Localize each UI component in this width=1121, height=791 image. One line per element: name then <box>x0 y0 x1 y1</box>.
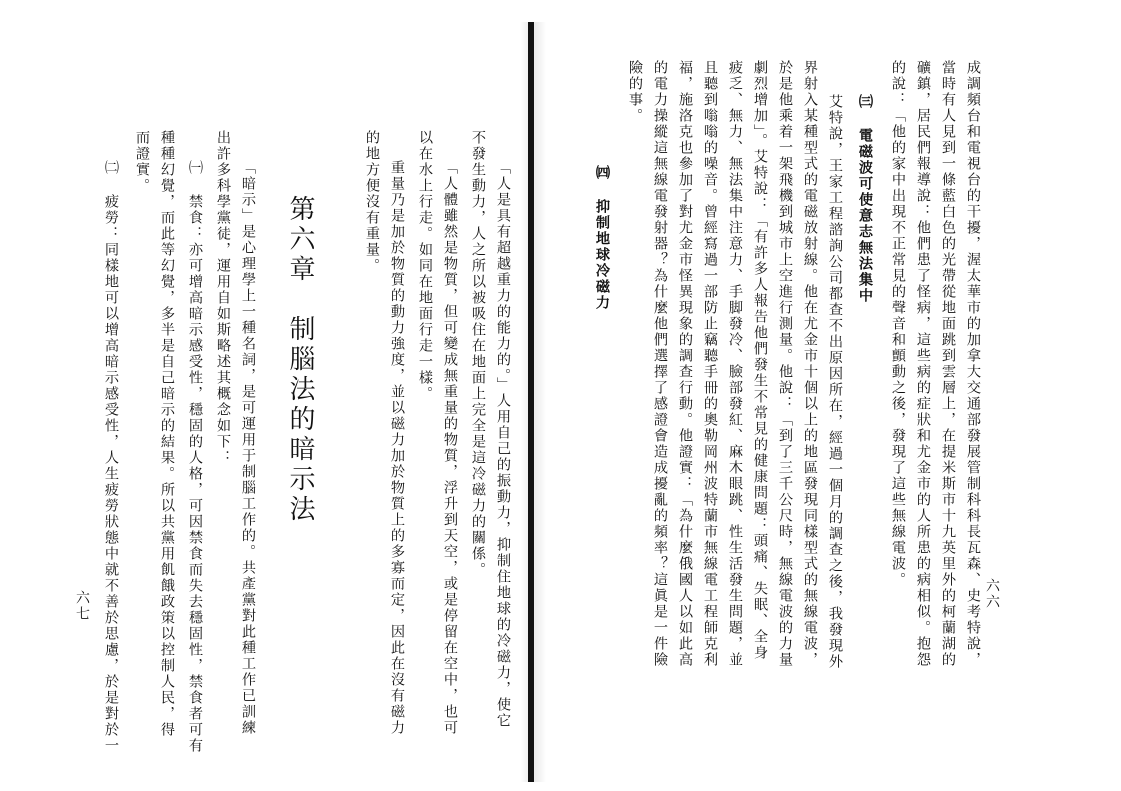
left-col-7: 「暗示」是心理學上一種名詞，是可運用于制腦工作的。共產黨對此種工作已訓練 <box>240 160 256 736</box>
right-col-9: 劇烈增加」。艾特說：「有許多人報告他們發生不常見的健康問題：頭痛、失眠、全身 <box>752 60 768 661</box>
left-col-2: 不發生動力，人之所以被吸住在地面上完全是這冷磁力的關係。 <box>470 130 486 578</box>
right-col-11: 且聽到嗡嗡的噪音。曾經寫過一部防止竊聽手冊的奧勒岡州波特蘭市無線電工程師克利 <box>702 60 718 668</box>
left-col-11: 而證實。 <box>134 130 150 194</box>
left-col-12: ㈡ 疲勞：同樣地可以增高暗示感受性，人生疲勞狀態中就不善於思慮，於是對於一 <box>103 160 119 754</box>
chapter-title: 第六章 制腦法的暗示法 <box>285 195 315 525</box>
right-section-heading-3: ㈢ 電磁波可使意志無法集中 <box>857 94 873 304</box>
page-number-left: 六七 <box>74 590 90 622</box>
right-col-3: 礦鎮，居民們報導說：他們患了怪病，這些病的症狀和尤金市的人所患的病相似。抱怨 <box>915 60 931 668</box>
left-col-8: 出許多科學黨徒，運用自如斯略述其概念如下： <box>215 130 231 466</box>
right-col-14: 險的事。 <box>627 60 643 124</box>
left-page <box>0 0 528 791</box>
right-col-12: 福，施洛克也參加了對尤金市怪異現象的調查行動。他證實：「為什麼俄國人以如此高 <box>677 60 693 668</box>
right-col-8: 於是他乘着一架飛機到城市上空進行測量。他說：「到了三千公尺時，無線電波的力量 <box>777 60 793 668</box>
right-page <box>534 0 1121 791</box>
left-col-6: 的地方便沒有重量。 <box>364 130 380 274</box>
right-col-7: 界射入某種型式的電磁放射線。他在尤金市十個以上的地區發現同樣型式的無線電波， <box>802 60 818 668</box>
right-col-4: 的說：「他的家中出現不正常見的聲音和顫動之後，發現了這些無線電波。 <box>890 60 906 588</box>
page-number-right: 六六 <box>984 578 1000 610</box>
left-col-3: 「人體雖然是物質，但可變成無重量的物質，浮升到天空，或是停留在空中，也可 <box>442 160 458 736</box>
left-col-10: 種種幻覺，而此等幻覺，多半是自己暗示的結果。所以共黨用飢餓政策以控制人民，得 <box>159 130 175 738</box>
left-col-5: 重量乃是加於物質的動力強度，並以磁力加於物質上的多寡而定，因此在沒有磁力 <box>389 160 405 736</box>
left-col-1: 「人是具有超越重力的能力的。」人用自己的振動力，抑制住地球的冷磁力，使它 <box>495 160 511 729</box>
left-col-9: ㈠ 禁食：亦可增高暗示感受性，穩固的人格，可因禁食而失去穩固性，禁食者可有 <box>187 160 203 754</box>
right-col-10: 疲乏、無力、無法集中注意力、手脚發冷、臉部發紅、麻木眼跳、性生活發生問題，並 <box>727 60 743 668</box>
right-col-6: 艾特說，王家工程諮詢公司都查不出原因所在，經過一個月的調查之後，我發現外 <box>827 94 843 670</box>
right-col-2: 當時有人見到一條藍白色的光帶從地面跳到雲層上，在提米斯市十九英里外的柯蘭湖的 <box>940 60 956 668</box>
left-col-4: 以在水上行走。如同在地面行走一樣。 <box>417 130 433 402</box>
right-section-heading-4: ㈣ 抑制地球冷磁力 <box>594 165 610 311</box>
right-col-1: 成調頻台和電視台的干擾，渥太華市的加拿大交通部發展管制科科長瓦森、史考特說， <box>965 60 981 668</box>
right-col-13: 的電力操縱這無線電發射器？為什麼他們選擇了感證會造成擾亂的頻率？這眞是一件險 <box>652 60 668 668</box>
